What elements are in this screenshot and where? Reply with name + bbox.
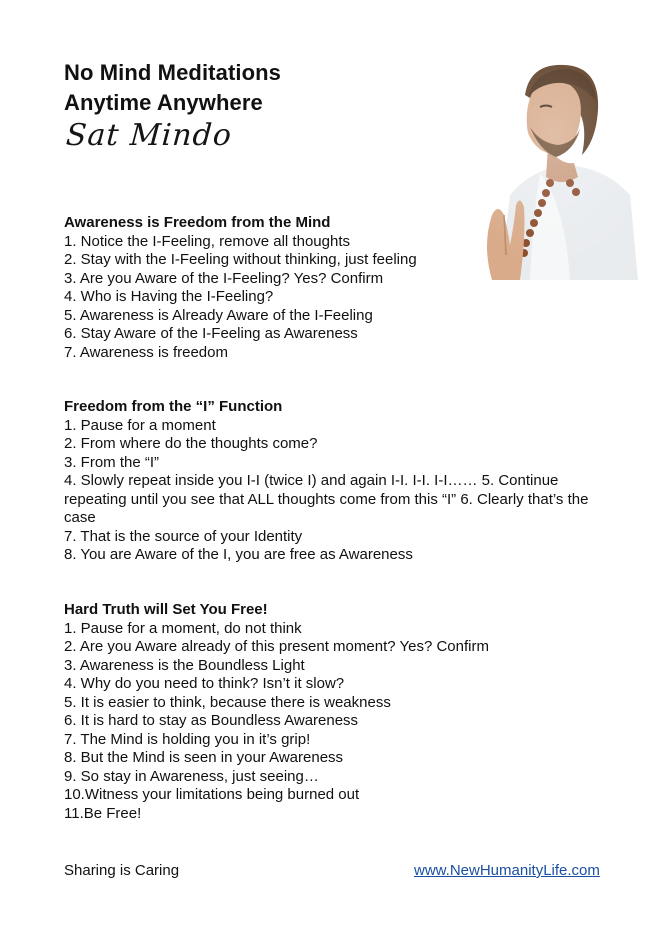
list-item: 2. Stay with the I-Feeling without thinking, just feeling <box>64 251 417 268</box>
list-item: 10.Witness your limitations being burned out <box>64 786 360 803</box>
list-item: 9. So stay in Awareness, just seeing… <box>64 767 319 785</box>
section-heading: Hard Truth will Set You Free! <box>64 601 268 618</box>
footer-tagline: Sharing is Caring <box>64 862 180 879</box>
section-hard-truth <box>64 601 624 823</box>
list-item: 6. It is hard to stay as Boundless Awareness <box>64 712 359 729</box>
list-item: 1. Pause for a moment <box>64 416 216 434</box>
list-item: 1. Pause for a moment, do not think <box>64 619 302 637</box>
list-item: 4. Who is Having the I-Feeling? <box>64 288 274 305</box>
list-item: 2. Are you Aware already of this present moment? Yes? Confirm <box>64 638 489 655</box>
list-item: 11.Be Free! <box>64 804 142 822</box>
list-item: 2. From where do the thoughts come? <box>64 435 318 452</box>
section-heading: Freedom from the “I” Function <box>64 398 283 415</box>
list-item: 3. From the “I” <box>64 453 160 471</box>
website-link[interactable]: www.NewHumanityLife.com <box>414 862 600 879</box>
page-title-line-1: No Mind Meditations <box>64 60 281 85</box>
author-signature: Sat Mindo <box>64 118 234 153</box>
page-title-line-2: Anytime Anywhere <box>64 90 263 115</box>
list-item: 4. Why do you need to think? Isn’t it slow? <box>64 675 345 692</box>
list-item: 5. Awareness is Already Aware of the I-Feeling <box>64 306 373 324</box>
list-item: 3. Awareness is the Boundless Light <box>64 656 305 674</box>
list-item: 6. Stay Aware of the I-Feeling as Awareness <box>64 325 358 342</box>
list-item: 8. But the Mind is seen in your Awareness <box>64 749 344 766</box>
list-item: 1. Notice the I-Feeling, remove all thoughts <box>64 232 350 250</box>
title-block <box>64 58 424 118</box>
section-i-function <box>64 398 624 565</box>
list-item: 5. It is easier to think, because there is weakness <box>64 693 391 711</box>
list-item: 7. That is the source of your Identity <box>64 527 303 545</box>
list-item: 7. The Mind is holding you in it’s grip! <box>64 730 311 748</box>
section-heading: Awareness is Freedom from the Mind <box>64 214 331 231</box>
section-awareness <box>64 214 624 362</box>
list-item: 3. Are you Aware of the I-Feeling? Yes? Confirm <box>64 269 384 287</box>
list-item: 7. Awareness is freedom <box>64 343 228 361</box>
list-item: 4. Slowly repeat inside you I-I (twice I) and again I-I. I-I. I-I…… 5. Continue repeating until you see that ALL thoughts come from this “I” 6. Clearly that’s the case <box>64 472 589 526</box>
list-item: 8. You are Aware of the I, you are free as Awareness <box>64 546 413 563</box>
